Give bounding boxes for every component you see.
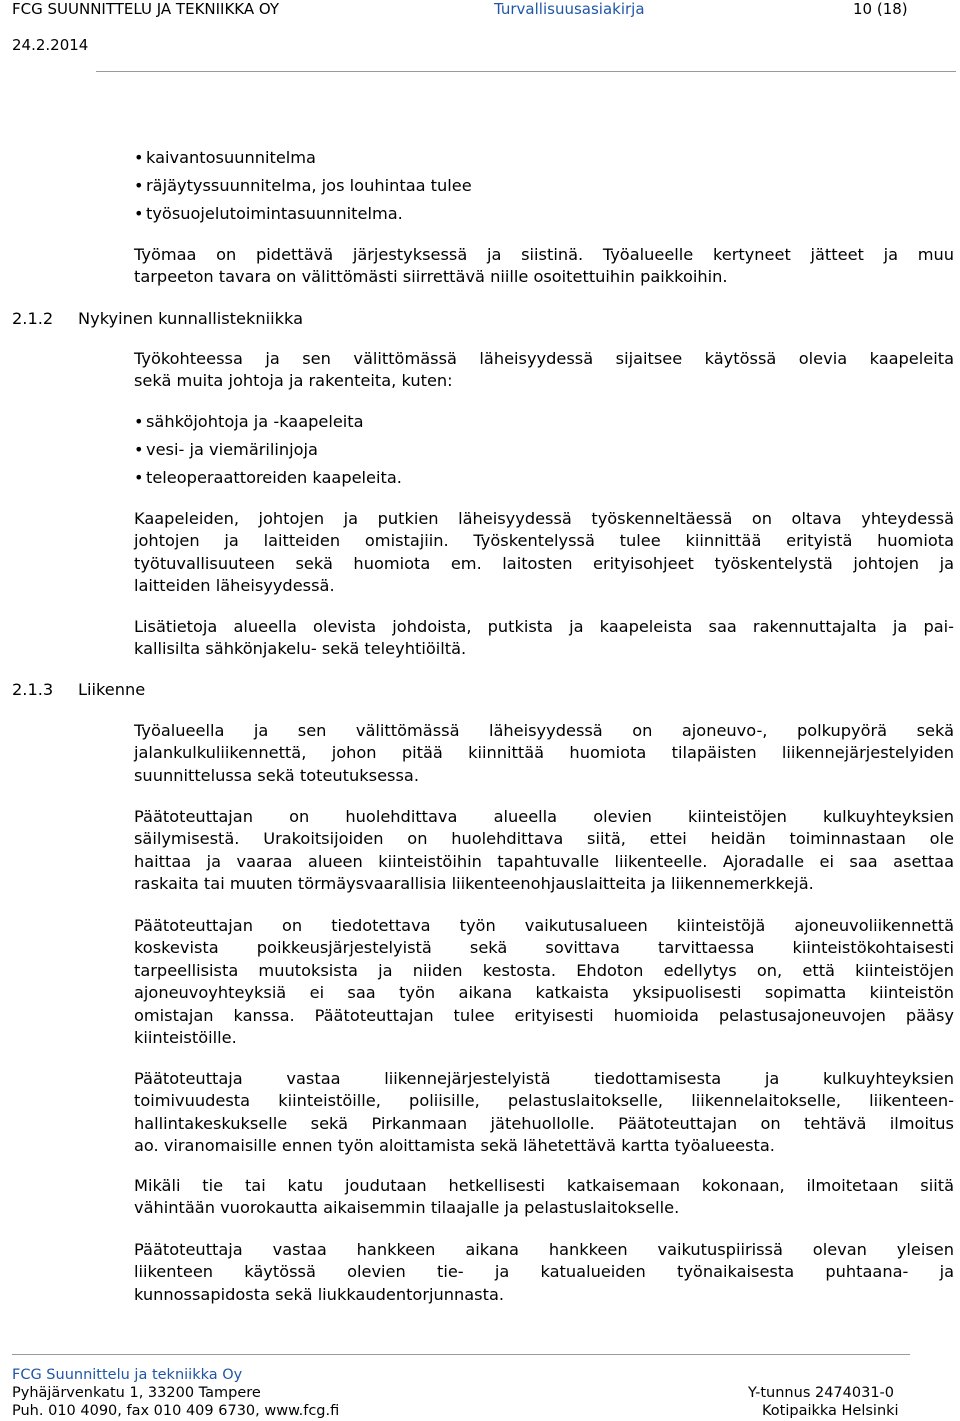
text-line: ajoneuvoyhteyksiä ei saa työn aikana katkaista yksipuolisesti sopimatta kiinteistön	[134, 983, 954, 1003]
paragraph-cables-work	[134, 508, 954, 598]
paragraph-site-order	[134, 244, 954, 289]
header-date: 24.2.2014	[12, 36, 89, 54]
text-line: vähintään vuorokautta aikaisemmin tilaajalle ja pelastuslaitokselle.	[134, 1198, 680, 1218]
text-line: Kaapeleiden, johtojen ja putkien läheisyydessä työskenneltäessä on oltava yhteydessä	[134, 509, 954, 528]
text-line: Päätoteuttajan on huolehdittava alueella olevien kiinteistöjen kulkuyhteyksien	[134, 807, 954, 826]
section-number: 2.1.2	[12, 309, 54, 328]
section-number: 2.1.3	[12, 680, 54, 699]
text-line: omistajan kanssa. Päätoteuttajan tulee erityisesti huomioida pelastusajoneuvojen pääsy	[134, 1005, 954, 1025]
footer-business-id: Y-tunnus 2474031-0	[748, 1385, 895, 1401]
text-line: jalankulkuliikennettä, johon pitää kiinnittää huomiota tilapäisten liikennejärjestelyiden	[134, 743, 954, 763]
paragraph-traffic-3	[134, 915, 954, 1049]
text-line: kunnossapidosta sekä liukkaudentorjunnasta.	[134, 1284, 505, 1304]
list-item: • työsuojelutoimintasuunnitelma.	[134, 200, 472, 228]
text-line: Päätoteuttaja vastaa hankkeen aikana hankkeen vaikutuspiirissä olevan yleisen	[134, 1240, 954, 1259]
text-line: Työalueella ja sen välittömässä läheisyydessä on ajoneuvo-, polkupyörä sekä	[134, 721, 954, 740]
paragraph-traffic-4	[134, 1068, 954, 1158]
paragraph-traffic-2	[134, 806, 954, 896]
text-line: Mikäli tie tai katu joudutaan hetkellisesti katkaisemaan kokonaan, ilmoitetaan siitä	[134, 1176, 954, 1195]
list-item: • räjäytyssuunnitelma, jos louhintaa tulee	[134, 172, 472, 200]
text-line: tarpeellisista muutoksista ja niiden kestosta. Ehdoton edellytys on, että kiinteistöjen	[134, 960, 954, 980]
list-item: • sähköjohtoja ja -kaapeleita	[134, 408, 402, 436]
section-heading-2-1-2	[12, 308, 303, 330]
text-line: suunnittelussa sekä toteutuksessa.	[134, 765, 419, 785]
header-page-number: 10 (18)	[853, 0, 908, 18]
text-line: hallintakeskukselle sekä Pirkanmaan jätehuollolle. Päätoteuttajan on tehtävä ilmoitus	[134, 1113, 954, 1133]
text-line: Lisätietoja alueella olevista johdoista, putkista ja kaapeleista saa rakennuttajalta ja pai-	[134, 617, 954, 636]
footer-rule	[12, 1354, 910, 1355]
header-company: FCG SUUNNITTELU JA TEKNIIKKA OY	[12, 0, 280, 18]
section-heading-2-1-3	[12, 679, 145, 701]
list-item: • teleoperaattoreiden kaapeleita.	[134, 464, 402, 492]
bullet-list-plans	[134, 144, 472, 228]
text-line: Työkohteessa ja sen välittömässä läheisyydessä sijaitsee käytössä olevia kaapeleita	[134, 349, 954, 368]
text-line: työtuvallisuuteen sekä huomiota em. laitosten erityisohjeet työskentelystä johtojen ja	[134, 553, 954, 573]
footer-contact: Puh. 010 4090, fax 010 409 6730, www.fcg.fi	[12, 1403, 340, 1419]
text-line: tarpeeton tavara on välittömästi siirrettävä niille osoitettuihin paikkoihin.	[134, 267, 728, 287]
footer-company: FCG Suunnittelu ja tekniikka Oy	[12, 1367, 243, 1383]
header-doc-type: Turvallisuusasiakirja	[494, 0, 645, 18]
list-item: • kaivantosuunnitelma	[134, 144, 472, 172]
text-line: sekä muita johtoja ja rakenteita, kuten:	[134, 371, 453, 391]
footer-address: Pyhäjärvenkatu 1, 33200 Tampere	[12, 1385, 261, 1401]
text-line: liikenteen käytössä olevien tie- ja katualueiden työnaikaisesta puhtaana- ja	[134, 1262, 954, 1282]
section-title: Liikenne	[78, 680, 146, 699]
text-line: Päätoteuttaja vastaa liikennejärjestelyistä tiedottamisesta ja kulkuyhteyksien	[134, 1069, 954, 1088]
bullet-list-cables	[134, 408, 402, 492]
text-line: haittaa ja vaaraa alueen kiinteistöihin tapahtuvalle liikenteelle. Ajoradalle ei saa asettaa	[134, 851, 954, 871]
paragraph-more-info	[134, 616, 954, 661]
text-line: säilymisestä. Urakoitsijoiden on huolehdittava siitä, ettei heidän toiminnastaan ole	[134, 829, 954, 849]
section-title: Nykyinen kunnallistekniikka	[78, 309, 304, 328]
text-line: johtojen ja laitteiden omistajiin. Työskentelyssä tulee kiinnittää erityistä huomiota	[134, 531, 954, 551]
text-line: kallisilta sähkönjakelu- sekä teleyhtiöiltä.	[134, 639, 467, 659]
text-line: toimivuudesta kiinteistöille, poliisille, pelastuslaitokselle, liikennelaitokselle, liikenteen-	[134, 1091, 954, 1111]
paragraph-cables-intro	[134, 348, 954, 393]
text-line: Päätoteuttajan on tiedotettava työn vaikutusalueen kiinteistöjä ajoneuvoliikennettä	[134, 916, 954, 935]
text-line: raskaita tai muuten törmäysvaarallisia liikenteenohjauslaitteita ja liikennemerkkejä.	[134, 874, 814, 894]
header-rule	[96, 71, 956, 72]
list-item: • vesi- ja viemärilinjoja	[134, 436, 402, 464]
text-line: koskevista poikkeusjärjestelyistä sekä sovittava tarvittaessa kiinteistökohtaisesti	[134, 938, 954, 958]
paragraph-traffic-5	[134, 1175, 954, 1220]
text-line: ao. viranomaisille ennen työn aloittamista sekä lähetettävä kartta työalueesta.	[134, 1136, 775, 1156]
text-line: Työmaa on pidettävä järjestyksessä ja siistinä. Työalueelle kertyneet jätteet ja muu	[134, 245, 954, 264]
footer-domicile: Kotipaikka Helsinki	[762, 1403, 899, 1419]
paragraph-traffic-6	[134, 1239, 954, 1306]
paragraph-traffic-1	[134, 720, 954, 787]
text-line: laitteiden läheisyydessä.	[134, 576, 335, 596]
text-line: kiinteistöille.	[134, 1028, 237, 1048]
